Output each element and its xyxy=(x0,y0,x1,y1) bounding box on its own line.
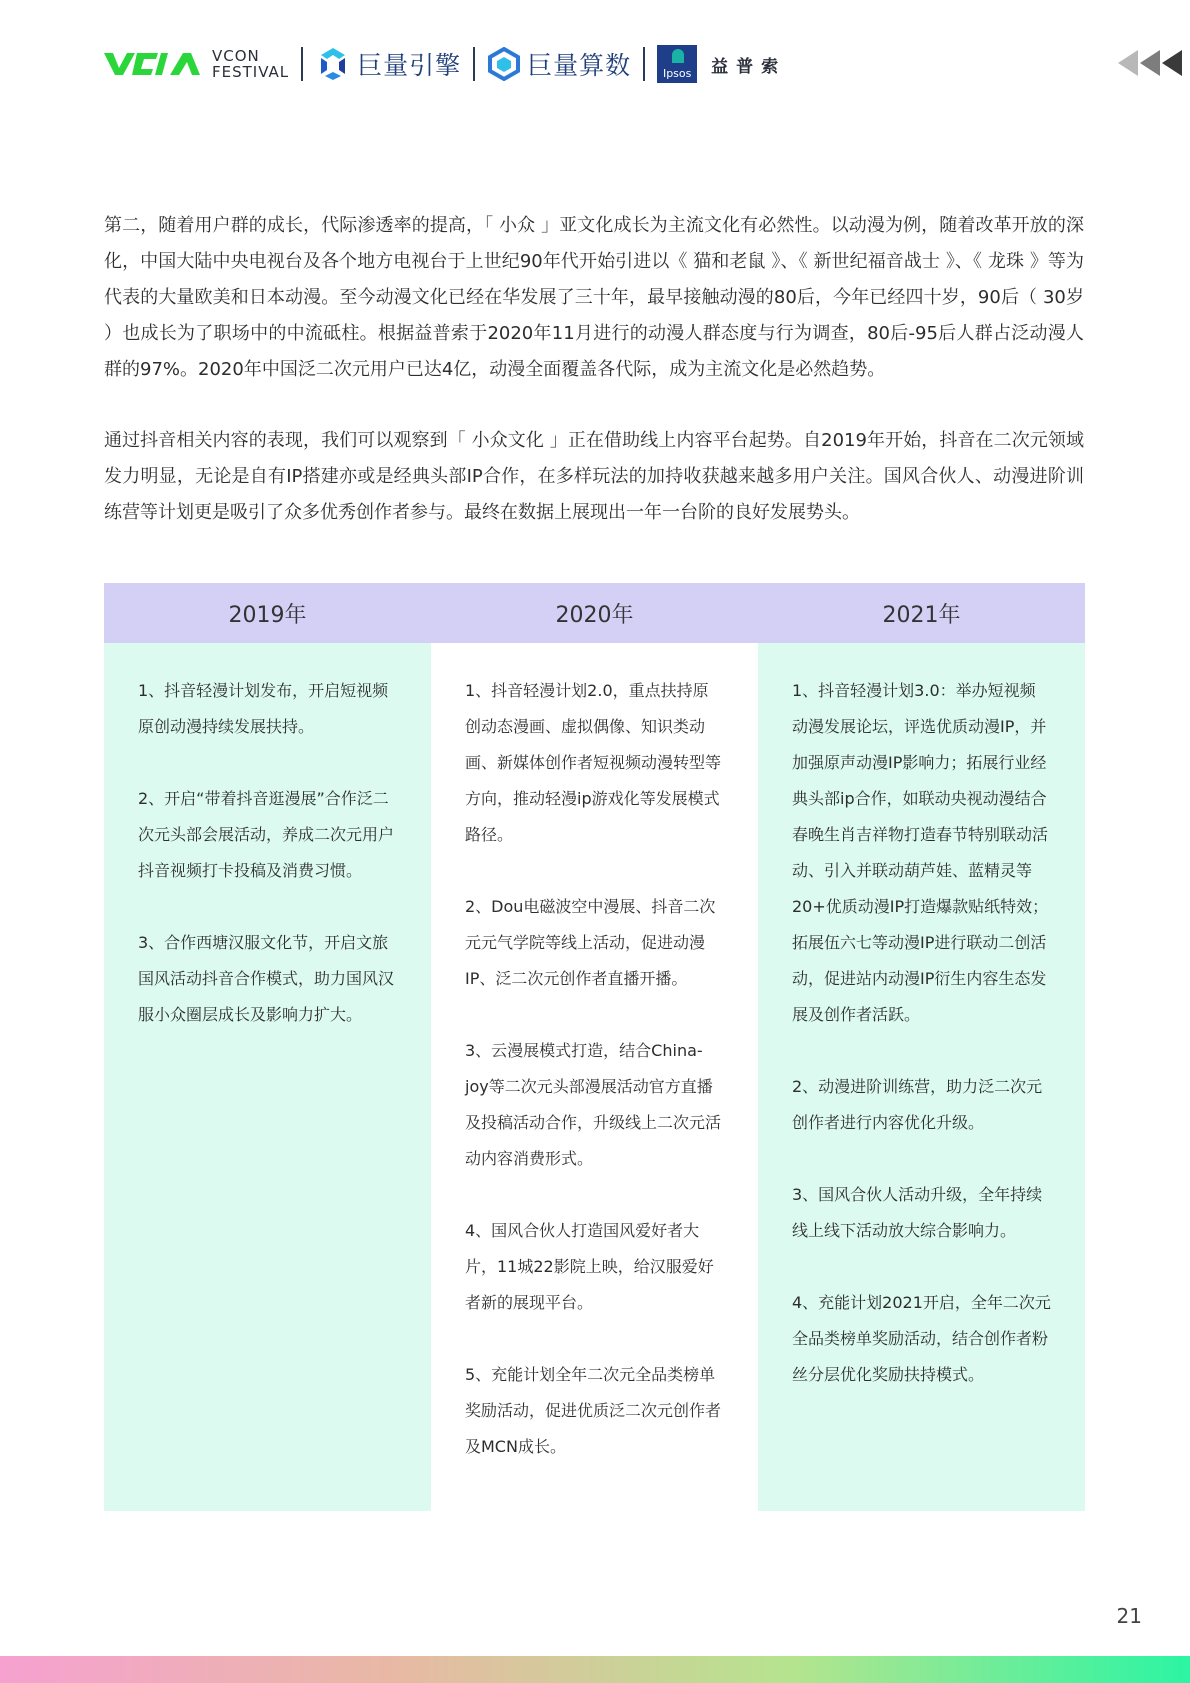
vcon-logo xyxy=(104,48,289,80)
list-item: 1、抖音轻漫计划3.0：举办短视频动漫发展论坛，评选优质动漫IP，并加强原声动漫IP影响力；拓展行业经典头部ip合作，如联动央视动漫结合春晚生肖吉祥物打造春节特别联动活动、引入并联动葫芦娃、蓝精灵等20+优质动漫IP打造爆款贴纸特效；拓展伍六七等动漫IP进行联动二创活动，促进站内动漫IP衍生内容生态发展及创作者活跃。 xyxy=(792,681,1049,1024)
brand1-label: 巨量引擎 xyxy=(357,51,462,80)
column-body xyxy=(104,643,431,1511)
list-item: 1、抖音轻漫计划2.0，重点扶持原创动态漫画、虚拟偶像、知识类动画、新媒体创作者短视频动漫转型等方向，推动轻漫ip游戏化等发展模式路径。 xyxy=(465,681,722,844)
vcon-line1: VCON xyxy=(212,47,260,65)
ocean-engine-icon xyxy=(315,46,351,82)
ocean-arithmetic-icon xyxy=(487,47,521,81)
list-item: 4、充能计划2021开启，全年二次元全品类榜单奖励活动，结合创作者粉丝分层优化奖励扶持模式。 xyxy=(792,1293,1051,1384)
ocean-arithmetic-logo xyxy=(487,46,631,82)
list-item: 3、云漫展模式打造，结合China-joy等二次元头部漫展活动官方直播及投稿活动合作，升级线上二次元活动内容消费形式。 xyxy=(465,1041,722,1168)
ipsos-cn-label: 益普索 xyxy=(711,56,787,77)
column-body xyxy=(758,643,1085,1511)
column-header: 2021年 xyxy=(758,583,1085,643)
vcon-wordmark xyxy=(212,48,289,80)
list-item: 2、开启“带着抖音逛漫展”合作泛二次元头部会展活动，养成二次元用户抖音视频打卡投稿及消费习惯。 xyxy=(138,789,395,880)
list-item: 2、动漫进阶训练营，助力泛二次元创作者进行内容优化升级。 xyxy=(792,1077,1043,1132)
vcon-line2: FESTIVAL xyxy=(212,63,290,81)
triple-arrow-icon xyxy=(1118,50,1190,76)
header-logos xyxy=(104,44,786,84)
column-2019 xyxy=(104,583,431,1511)
ocean-engine-logo xyxy=(315,46,461,82)
column-2021 xyxy=(758,583,1085,1511)
paragraph-1: 第二，随着用户群的成长，代际渗透率的提高，「 小众 」亚文化成长为主流文化有必然性。以动漫为例，随着改革开放的深化，中国大陆中央电视台及各个地方电视台于上世纪90年代开始引进以《 猫和老鼠 》、《 新世纪福音战士 》、《 龙珠 》等为代表的大量欧美和日本动漫。至今动漫文化已经在华发展了三十年，最早接触动漫的80后，今年已经四十岁，90后（ 30岁 ）也成长为了职场中的中流砥柱。根据益普索于2020年11月进行的动漫人群态度与行为调查，80后-95后人群占泛动漫人群的97%。2020年中国泛二次元用户已达4亿，动漫全面覆盖各代际，成为主流文化是必然趋势。 xyxy=(104,215,1084,380)
logo-divider xyxy=(301,47,303,81)
column-2020 xyxy=(431,583,758,1511)
ipsos-box: Ipsos xyxy=(657,45,697,83)
list-item: 3、合作西塘汉服文化节，开启文旅国风活动抖音合作模式，助力国风汉服小众圈层成长及影响力扩大。 xyxy=(138,933,395,1024)
vcon-logo-mark-icon xyxy=(104,50,200,78)
paragraph-2: 通过抖音相关内容的表现，我们可以观察到「 小众文化 」正在借助线上内容平台起势。自2019年开始，抖音在二次元领域发力明显，无论是自有IP搭建亦或是经典头部IP合作，在多样玩法的加持收获越来越多用户关注。国风合伙人、动漫进阶训练营等计划更是吸引了众多优秀创作者参与。最终在数据上展现出一年一台阶的良好发展势头。 xyxy=(104,430,1084,523)
list-item: 2、Dou电磁波空中漫展、抖音二次元元气学院等线上活动，促进动漫IP、泛二次元创作者直播开播。 xyxy=(465,897,716,988)
list-item: 4、国风合伙人打造国风爱好者大片，11城22影院上映，给汉服爱好者新的展现平台。 xyxy=(465,1221,714,1312)
ipsos-logo xyxy=(657,45,786,83)
page-number: 21 xyxy=(1116,1604,1142,1628)
brand2-label: 巨量算数 xyxy=(527,51,632,80)
column-header: 2019年 xyxy=(104,583,431,643)
timeline-table xyxy=(104,583,1085,1511)
logo-divider xyxy=(473,47,475,81)
list-item: 5、充能计划全年二次元全品类榜单奖励活动，促进优质泛二次元创作者及MCN成长。 xyxy=(465,1365,722,1456)
list-item: 3、国风合伙人活动升级，全年持续线上线下活动放大综合影响力。 xyxy=(792,1185,1043,1240)
column-body xyxy=(431,643,758,1511)
column-header: 2020年 xyxy=(431,583,758,643)
footer-gradient-bar xyxy=(0,1656,1190,1683)
logo-divider xyxy=(643,47,645,81)
list-item: 1、抖音轻漫计划发布，开启短视频原创动漫持续发展扶持。 xyxy=(138,681,389,736)
